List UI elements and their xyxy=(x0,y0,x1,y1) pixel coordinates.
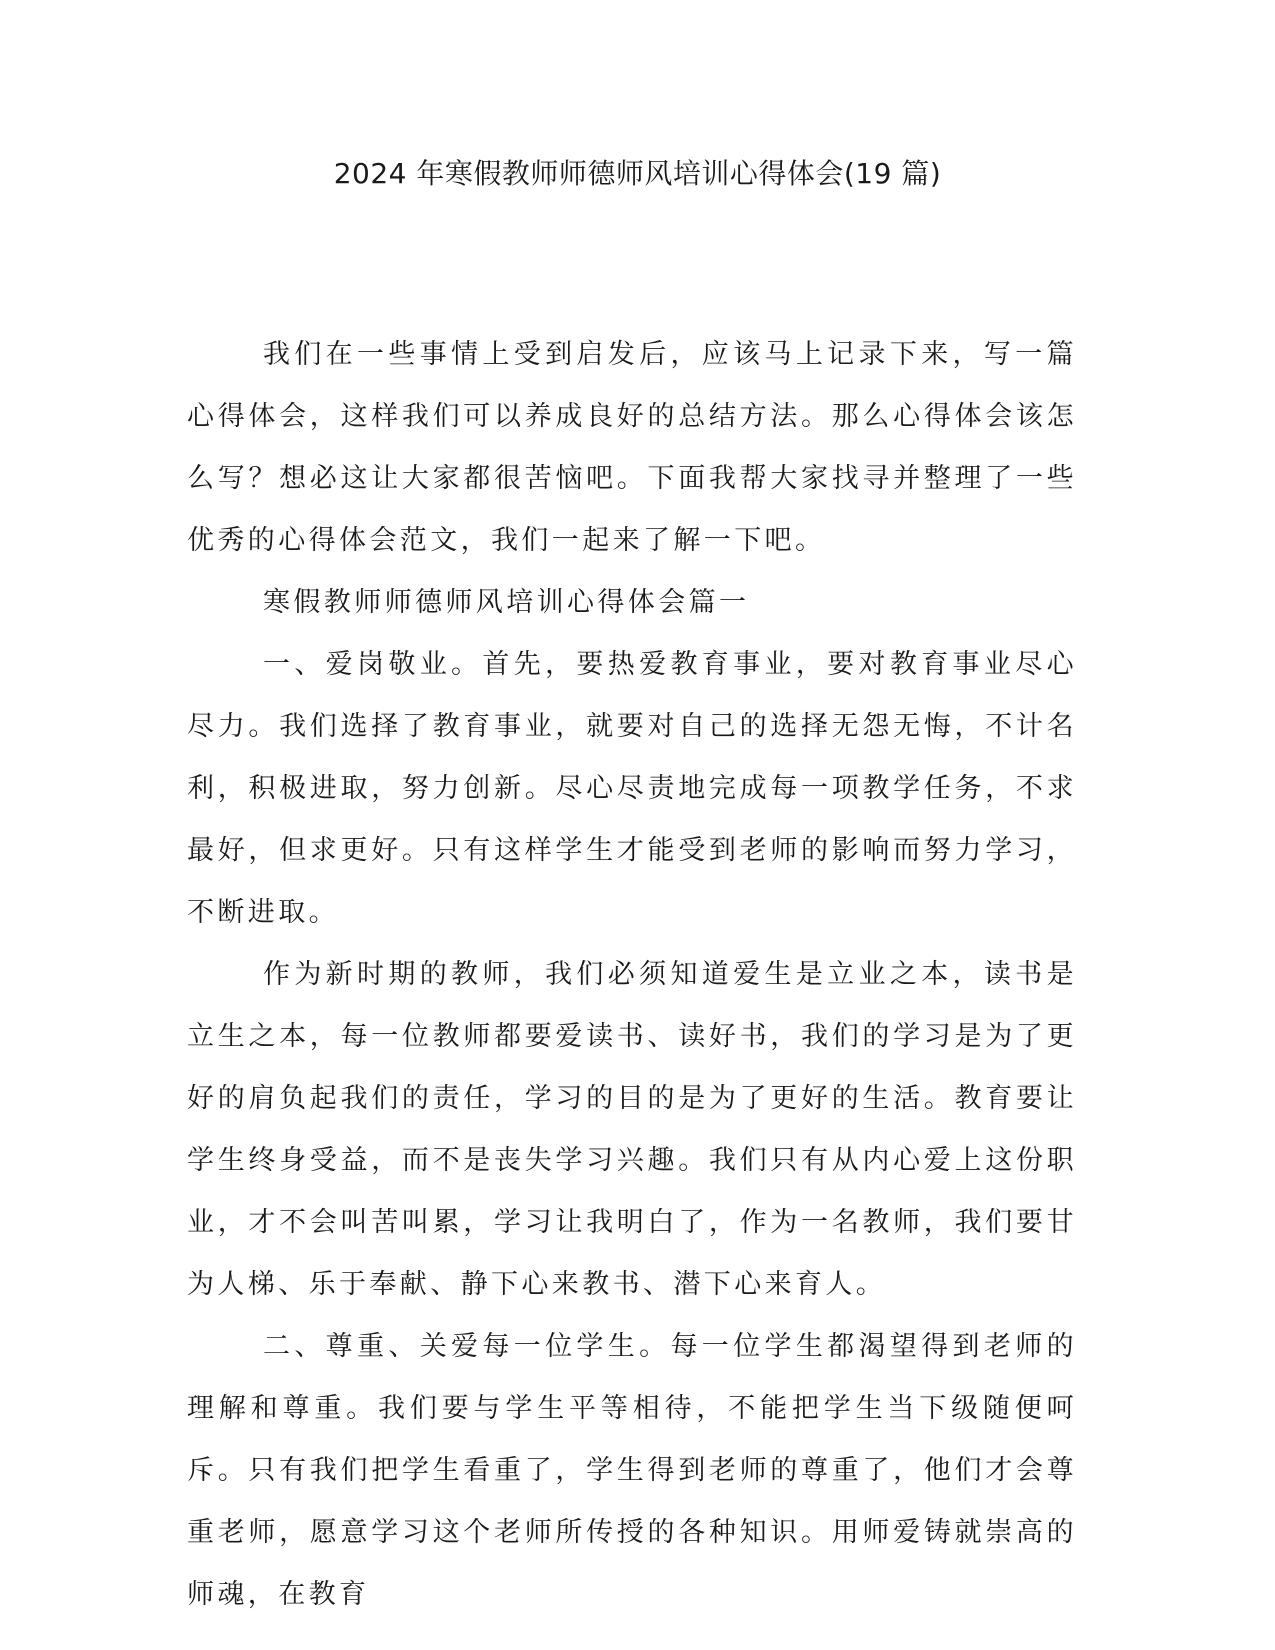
section-heading: 寒假教师师德师风培训心得体会篇一 xyxy=(263,587,750,618)
body-paragraph: 作为新时期的教师，我们必须知道爱生是立业之本，读书是立生之本，每一位教师都要爱读书、读好书，我们的学习是为了更好的肩负起我们的责任，学习的目的是为了更好的生活。教育要让学生终身受益，而不是丧失学习兴趣。我们只有从内心爱上这份职业，才不会叫苦叫累，学习让我明白了，作为一名教师，我们要甘为人梯、乐于奉献、静下心来教书、潜下心来育人。 xyxy=(187,959,1077,1300)
document-title: 2024 年寒假教师师德师风培训心得体会(19 篇) xyxy=(333,157,942,190)
body-paragraph: 一、爱岗敬业。首先，要热爱教育事业，要对教育事业尽心尽力。我们选择了教育事业，就要对自己的选择无怨无悔，不计名利，积极进取，努力创新。尽心尽责地完成每一项教学任务，不求最好，但求更好。只有这样学生才能受到老师的影响而努力学习，不断进取。 xyxy=(187,649,1077,928)
document-body xyxy=(187,324,1077,1626)
body-paragraph: 二、尊重、关爱每一位学生。每一位学生都渴望得到老师的理解和尊重。我们要与学生平等相待，不能把学生当下级随便呵斥。只有我们把学生看重了，学生得到老师的尊重了，他们才会尊重老师，愿意学习这个老师所传授的各种知识。用师爱铸就崇高的师魂，在教育 xyxy=(187,1331,1077,1610)
intro-paragraph: 我们在一些事情上受到启发后，应该马上记录下来，写一篇心得体会，这样我们可以养成良好的总结方法。那么心得体会该怎么写？想必这让大家都很苦恼吧。下面我帮大家找寻并整理了一些优秀的心得体会范文，我们一起来了解一下吧。 xyxy=(187,339,1077,556)
